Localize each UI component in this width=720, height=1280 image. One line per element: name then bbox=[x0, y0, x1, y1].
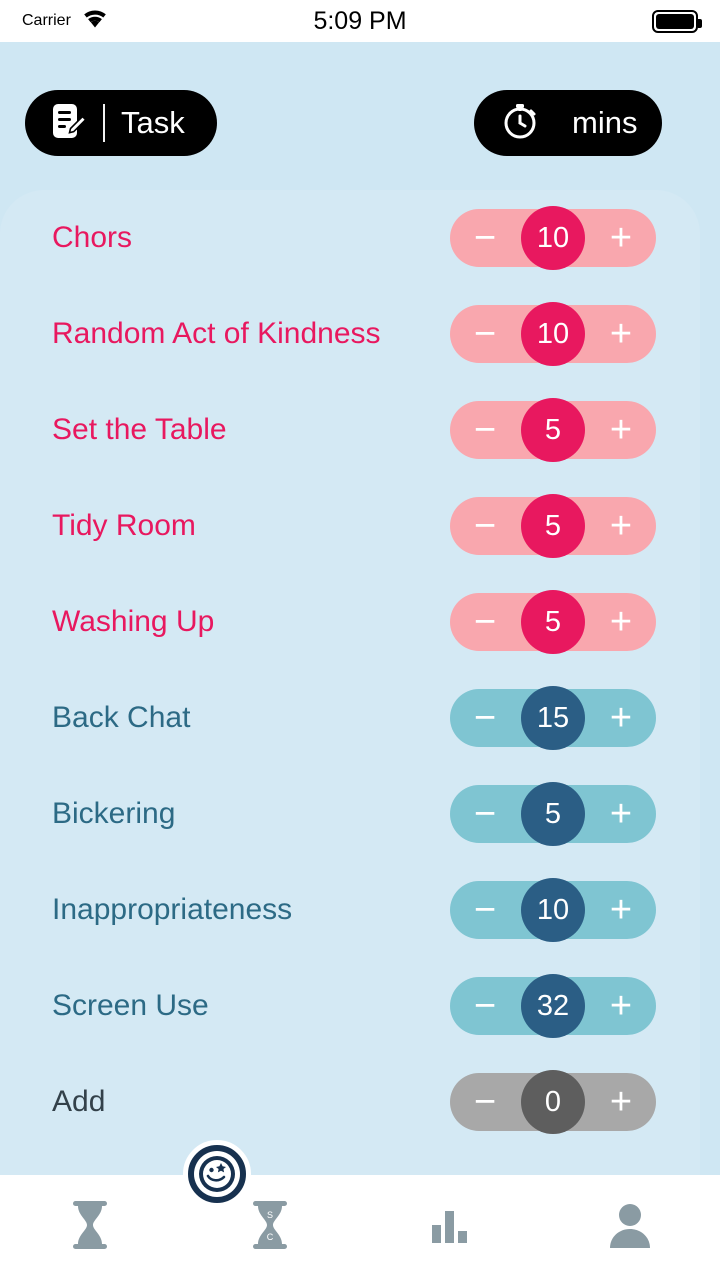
decrement-button[interactable]: − bbox=[473, 409, 497, 451]
quantity-stepper bbox=[450, 1073, 656, 1131]
list-item bbox=[0, 190, 700, 286]
increment-button[interactable]: + bbox=[609, 601, 633, 643]
decrement-button[interactable]: − bbox=[473, 1081, 497, 1123]
list-item-label: Chors bbox=[52, 221, 133, 254]
tab-hourglass[interactable] bbox=[0, 1175, 180, 1280]
list-item bbox=[0, 958, 700, 1054]
list-item bbox=[0, 574, 700, 670]
list-item-label: Back Chat bbox=[52, 701, 191, 734]
quantity-stepper bbox=[450, 785, 656, 843]
quantity-stepper bbox=[450, 497, 656, 555]
list-item-label: Inappropriateness bbox=[52, 893, 293, 926]
list-item-label: Random Act of Kindness bbox=[52, 317, 381, 350]
increment-button[interactable]: + bbox=[609, 409, 633, 451]
increment-button[interactable]: + bbox=[609, 505, 633, 547]
status-bar-left bbox=[22, 9, 109, 34]
quantity-stepper bbox=[450, 977, 656, 1035]
bar-chart-icon bbox=[426, 1201, 474, 1254]
decrement-button[interactable]: − bbox=[473, 985, 497, 1027]
stepper-value: 5 bbox=[521, 494, 585, 558]
stepper-value: 5 bbox=[521, 590, 585, 654]
list-item-label: Screen Use bbox=[52, 989, 209, 1022]
increment-button[interactable]: + bbox=[609, 313, 633, 355]
list-item bbox=[0, 766, 700, 862]
task-list-card bbox=[0, 190, 700, 1175]
increment-button[interactable]: + bbox=[609, 889, 633, 931]
list-item-label: Bickering bbox=[52, 797, 176, 830]
stopwatch-icon bbox=[500, 101, 540, 146]
battery-icon bbox=[652, 10, 698, 33]
decrement-button[interactable]: − bbox=[473, 601, 497, 643]
decrement-button[interactable]: − bbox=[473, 505, 497, 547]
stepper-value: 5 bbox=[521, 398, 585, 462]
person-icon bbox=[607, 1200, 653, 1255]
quantity-stepper bbox=[450, 593, 656, 651]
decrement-button[interactable]: − bbox=[473, 313, 497, 355]
quantity-stepper bbox=[450, 881, 656, 939]
increment-button[interactable]: + bbox=[609, 217, 633, 259]
stepper-value: 10 bbox=[521, 302, 585, 366]
list-item bbox=[0, 670, 700, 766]
bottom-tab-bar bbox=[0, 1175, 720, 1280]
carrier-label: Carrier bbox=[22, 12, 71, 29]
stepper-value: 0 bbox=[521, 1070, 585, 1134]
list-item-label: Add bbox=[52, 1085, 106, 1118]
increment-button[interactable]: + bbox=[609, 697, 633, 739]
task-pill[interactable] bbox=[25, 90, 217, 156]
quantity-stepper bbox=[450, 689, 656, 747]
hourglass-sc-icon bbox=[247, 1199, 293, 1256]
mins-pill-label: mins bbox=[572, 105, 638, 140]
list-item bbox=[0, 382, 700, 478]
list-item-label: Tidy Room bbox=[52, 509, 196, 542]
stepper-value: 32 bbox=[521, 974, 585, 1038]
status-bar bbox=[0, 0, 720, 42]
smiley-face-button[interactable] bbox=[183, 1140, 251, 1208]
stepper-value: 10 bbox=[521, 206, 585, 270]
task-note-icon bbox=[51, 102, 87, 145]
list-item bbox=[0, 286, 700, 382]
status-bar-right bbox=[652, 10, 698, 33]
quantity-stepper bbox=[450, 305, 656, 363]
increment-button[interactable]: + bbox=[609, 793, 633, 835]
stepper-value: 5 bbox=[521, 782, 585, 846]
header bbox=[0, 42, 720, 190]
increment-button[interactable]: + bbox=[609, 1081, 633, 1123]
stepper-value: 10 bbox=[521, 878, 585, 942]
decrement-button[interactable]: − bbox=[473, 793, 497, 835]
status-bar-clock: 5:09 PM bbox=[313, 6, 407, 35]
list-item bbox=[0, 862, 700, 958]
stepper-value: 15 bbox=[521, 686, 585, 750]
task-pill-label: Task bbox=[121, 105, 185, 140]
svg-text:C: C bbox=[266, 1232, 274, 1242]
svg-text:S: S bbox=[266, 1210, 274, 1220]
tab-stats[interactable] bbox=[360, 1175, 540, 1280]
wifi-icon bbox=[81, 9, 109, 34]
quantity-stepper bbox=[450, 401, 656, 459]
smiley-face-icon bbox=[194, 1151, 240, 1197]
pill-divider bbox=[103, 104, 105, 142]
increment-button[interactable]: + bbox=[609, 985, 633, 1027]
decrement-button[interactable]: − bbox=[473, 697, 497, 739]
quantity-stepper bbox=[450, 209, 656, 267]
list-item bbox=[0, 1054, 700, 1150]
list-item-label: Washing Up bbox=[52, 605, 215, 638]
list-item-label: Set the Table bbox=[52, 413, 227, 446]
decrement-button[interactable]: − bbox=[473, 889, 497, 931]
list-item bbox=[0, 478, 700, 574]
mins-pill[interactable] bbox=[474, 90, 662, 156]
tab-profile[interactable] bbox=[540, 1175, 720, 1280]
hourglass-icon bbox=[67, 1199, 113, 1256]
decrement-button[interactable]: − bbox=[473, 217, 497, 259]
